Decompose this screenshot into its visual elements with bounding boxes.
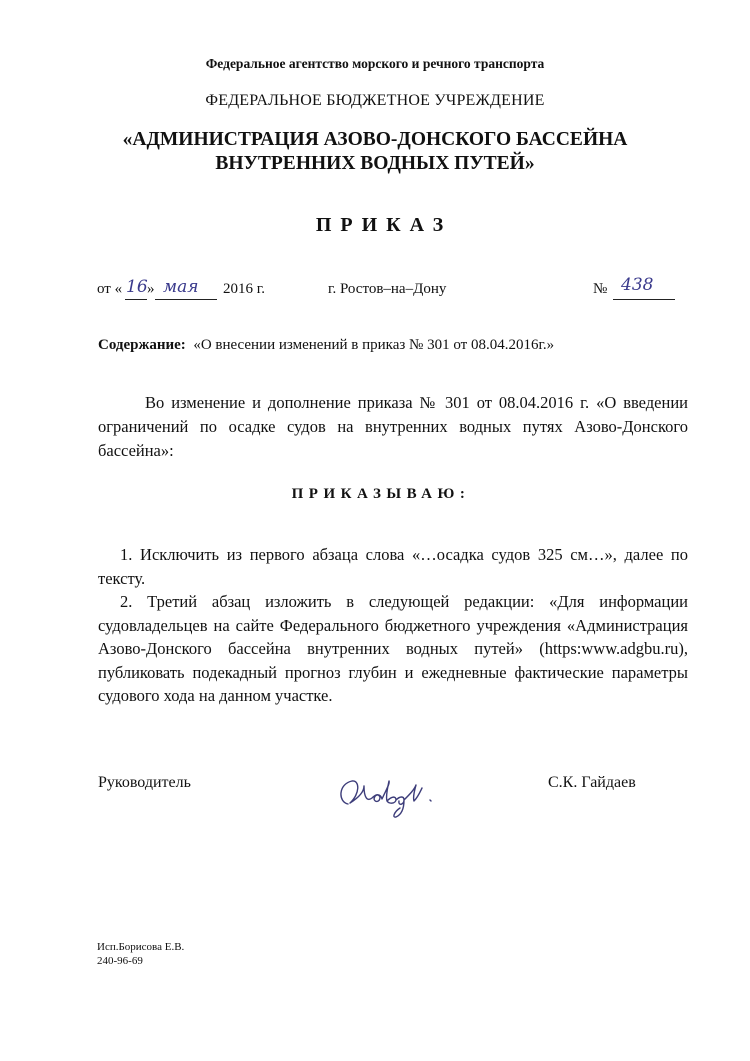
subject-line xyxy=(98,337,658,354)
day-underline xyxy=(125,299,147,300)
executor-phone: 240-96-69 xyxy=(97,955,143,967)
subject-text: «О внесении изменений в приказ № 301 от 08.04.2016г.» xyxy=(193,337,555,353)
date-line xyxy=(97,275,677,303)
institution-type: ФЕДЕРАЛЬНОЕ БЮДЖЕТНОЕ УЧРЕЖДЕНИЕ xyxy=(205,92,545,109)
document-title: ПРИКАЗ xyxy=(315,214,453,236)
date-day: 16 xyxy=(126,277,148,297)
order-items xyxy=(98,543,688,708)
date-month: мая xyxy=(163,277,199,297)
month-underline xyxy=(155,299,217,300)
number-label: № xyxy=(593,281,608,297)
date-year: 2016 г. xyxy=(223,281,265,297)
agency-name: Федеральное агентство морского и речного транспорта xyxy=(205,56,545,71)
organization-name-line2: ВНУТРЕННИХ ВОДНЫХ ПУТЕЙ» xyxy=(215,153,535,174)
organization-name-line1: «АДМИНИСТРАЦИЯ АЗОВО-ДОНСКОГО БАССЕЙНА xyxy=(122,129,628,150)
date-quote-close: » xyxy=(147,281,155,297)
date-prefix: от « xyxy=(97,281,123,297)
order-item-2: 2. Третий абзац изложить в следующей редакции: «Для информации судовладельцев на сайте Федерального бюджетного учреждения «Администрация Азово-Донского бассейна внутренних водных путей» (https:www.adgbu.ru), публиковать подекадный прогноз глубин и ежедневные фактические параметры судового хода на данном участке. xyxy=(98,592,688,705)
order-number: 438 xyxy=(621,275,654,295)
executor-info xyxy=(97,940,184,968)
order-heading: ПРИКАЗЫВАЮ: xyxy=(291,486,471,502)
signer-name: С.К. Гайдаев xyxy=(548,774,636,791)
city: г. Ростов–на–Дону xyxy=(328,281,447,297)
number-underline xyxy=(613,299,675,300)
handwritten-signature xyxy=(334,772,444,822)
subject-label: Содержание: xyxy=(98,337,186,353)
preamble-paragraph: Во изменение и дополнение приказа № 301 от 08.04.2016 г. «О введении ограничений по осадке судов на внутренних водных путях Азово-Донского бассейна»: xyxy=(98,393,688,460)
order-item-1: 1. Исключить из первого абзаца слова «…осадка судов 325 см…», далее по тексту. xyxy=(98,545,688,588)
organization-name xyxy=(0,128,750,176)
signer-position: Руководитель xyxy=(98,774,191,791)
executor-name: Исп.Борисова Е.В. xyxy=(97,941,185,953)
